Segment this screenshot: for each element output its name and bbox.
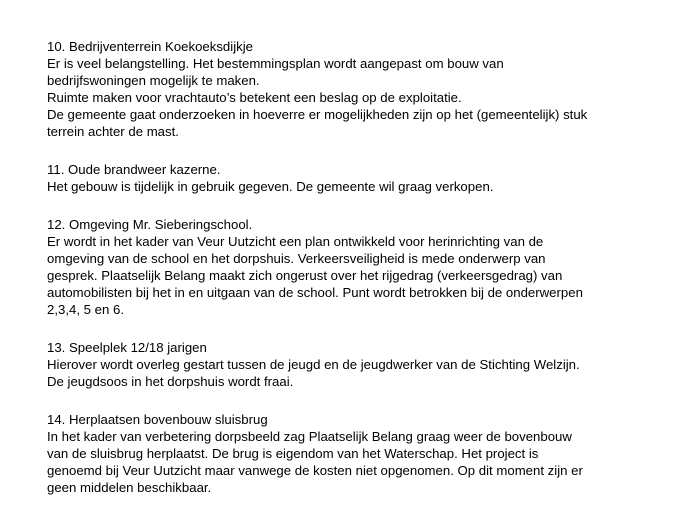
document-body [47, 38, 667, 517]
paragraph-line: van de sluisbrug herplaatst. De brug is eigendom van het Waterschap. Het project is [47, 446, 539, 461]
section-12-sieberingschool [47, 216, 667, 318]
paragraph-line: Er wordt in het kader van Veur Uutzicht een plan ontwikkeld voor herinrichting van de [47, 234, 544, 249]
section-heading: 11. Oude brandweer kazerne. [47, 162, 221, 177]
section-heading: 12. Omgeving Mr. Sieberingschool. [47, 217, 253, 232]
section-heading: 13. Speelplek 12/18 jarigen [47, 340, 207, 355]
section-14-sluisbrug [47, 411, 667, 496]
paragraph-line: Het gebouw is tijdelijk in gebruik gegeven. De gemeente wil graag verkopen. [47, 179, 494, 194]
paragraph-line: Hierover wordt overleg gestart tussen de jeugd en de jeugdwerker van de Stichting Welzijn. [47, 357, 580, 372]
paragraph-line: automobilisten bij het in en uitgaan van de school. Punt wordt betrokken bij de onderwerpen [47, 285, 583, 300]
paragraph-line: geen middelen beschikbaar. [47, 480, 212, 495]
paragraph-line: omgeving van de school en het dorpshuis. Verkeersveiligheid is mede onderwerp van [47, 251, 546, 266]
section-10-bedrijventerrein [47, 38, 667, 140]
paragraph-line: gesprek. Plaatselijk Belang maakt zich ongerust over het rijgedrag (verkeersgedrag) van [47, 268, 563, 283]
section-13-speelplek [47, 339, 667, 390]
paragraph-line: Ruimte maken voor vrachtauto’s betekent een beslag op de exploitatie. [47, 90, 462, 105]
section-11-brandweer-kazerne [47, 161, 667, 195]
paragraph-line: genoemd bij Veur Uutzicht maar vanwege de kosten niet opgenomen. Op dit moment zijn er [47, 463, 583, 478]
paragraph-line: De jeugdsoos in het dorpshuis wordt fraai. [47, 374, 294, 389]
paragraph-line: terrein achter de mast. [47, 124, 179, 139]
paragraph-line: De gemeente gaat onderzoeken in hoeverre er mogelijkheden zijn op het (gemeentelijk) stuk [47, 107, 588, 122]
section-heading: 10. Bedrijventerrein Koekoeksdijkje [47, 39, 253, 54]
section-heading: 14. Herplaatsen bovenbouw sluisbrug [47, 412, 268, 427]
paragraph-line: bedrijfswoningen mogelijk te maken. [47, 73, 260, 88]
paragraph-line: Er is veel belangstelling. Het bestemmingsplan wordt aangepast om bouw van [47, 56, 504, 71]
paragraph-line: 2,3,4, 5 en 6. [47, 302, 124, 317]
paragraph-line: In het kader van verbetering dorpsbeeld zag Plaatselijk Belang graag weer de bovenbouw [47, 429, 572, 444]
